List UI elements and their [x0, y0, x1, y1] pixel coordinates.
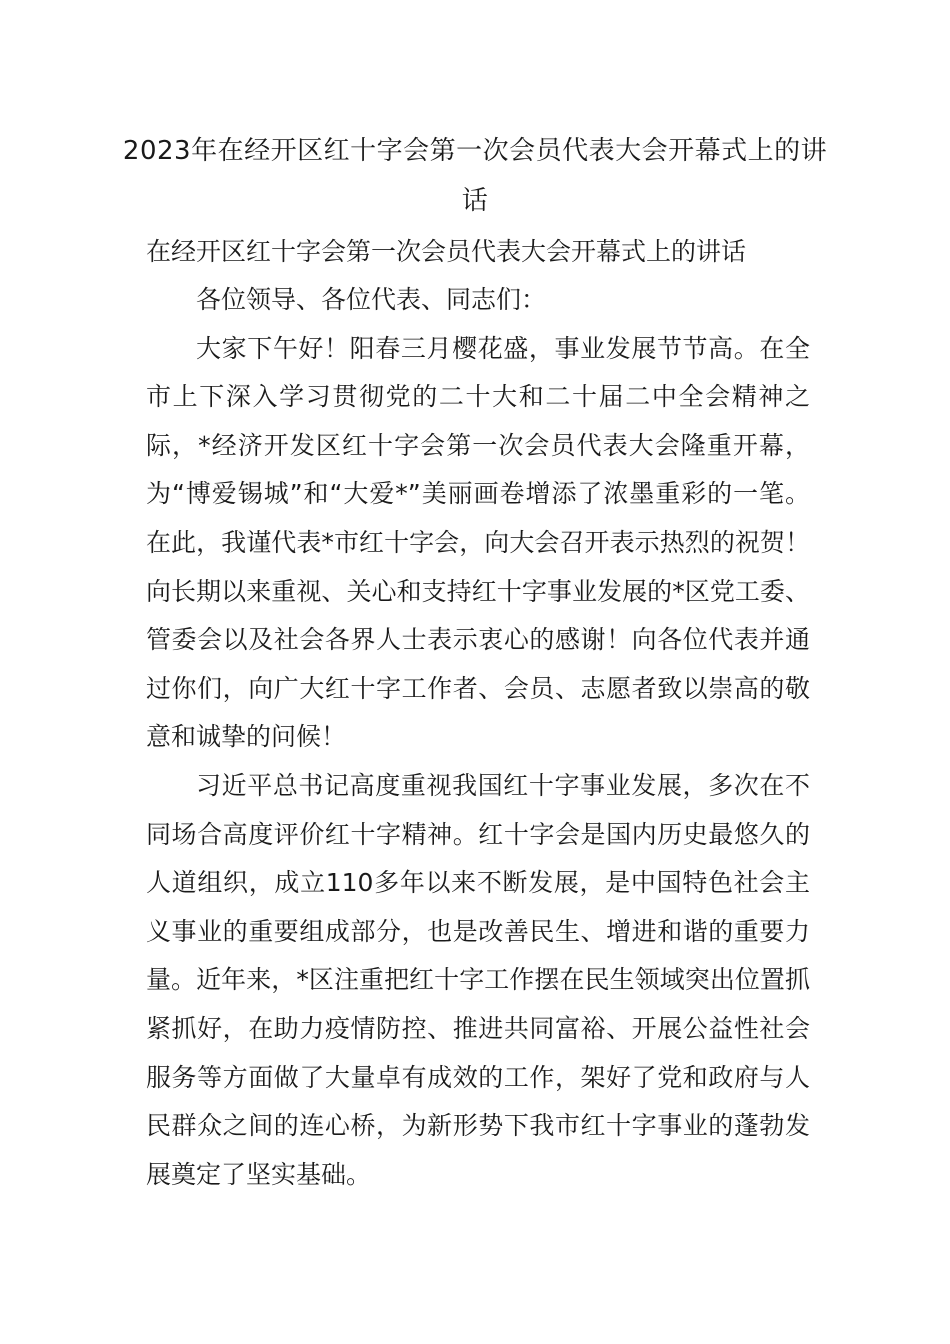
document-body — [146, 276, 810, 1199]
document-title: 2023年在经开区红十字会第一次会员代表大会开幕式上的讲话 — [122, 136, 828, 216]
paragraph-opening: 大家下午好！阳春三月樱花盛，事业发展节节高。在全市上下深入学习贯彻党的二十大和二十届二中全会精神之际，*经济开发区红十字会第一次会员代表大会隆重开幕，为“博爱锡城”和“大爱*”美丽画卷增添了浓墨重彩的一笔。在此，我谨代表*市红十字会，向大会召开表示热烈的祝贺！向长期以来重视、关心和支持红十字事业发展的*区党工委、管委会以及社会各界人士表示衷心的感谢！向各位代表并通过你们，向广大红十字工作者、会员、志愿者致以崇高的敬意和诚挚的问候！ — [146, 333, 810, 752]
document-subtitle: 在经开区红十字会第一次会员代表大会开幕式上的讲话 — [146, 237, 747, 266]
paragraph-greeting: 各位领导、各位代表、同志们： — [196, 285, 547, 314]
paragraph-background: 习近平总书记高度重视我国红十字事业发展，多次在不同场合高度评价红十字精神。红十字会是国内历史最悠久的人道组织，成立110多年以来不断发展，是中国特色社会主义事业的重要组成部分，也是改善民生、增进和谐的重要力量。近年来，*区注重把红十字工作摆在民生领域突出位置抓紧抓好，在助力疫情防控、推进共同富裕、开展公益性社会服务等方面做了大量卓有成效的工作，架好了党和政府与人民群众之间的连心桥，为新形势下我市红十字事业的蓬勃发展奠定了坚实基础。 — [146, 770, 810, 1189]
